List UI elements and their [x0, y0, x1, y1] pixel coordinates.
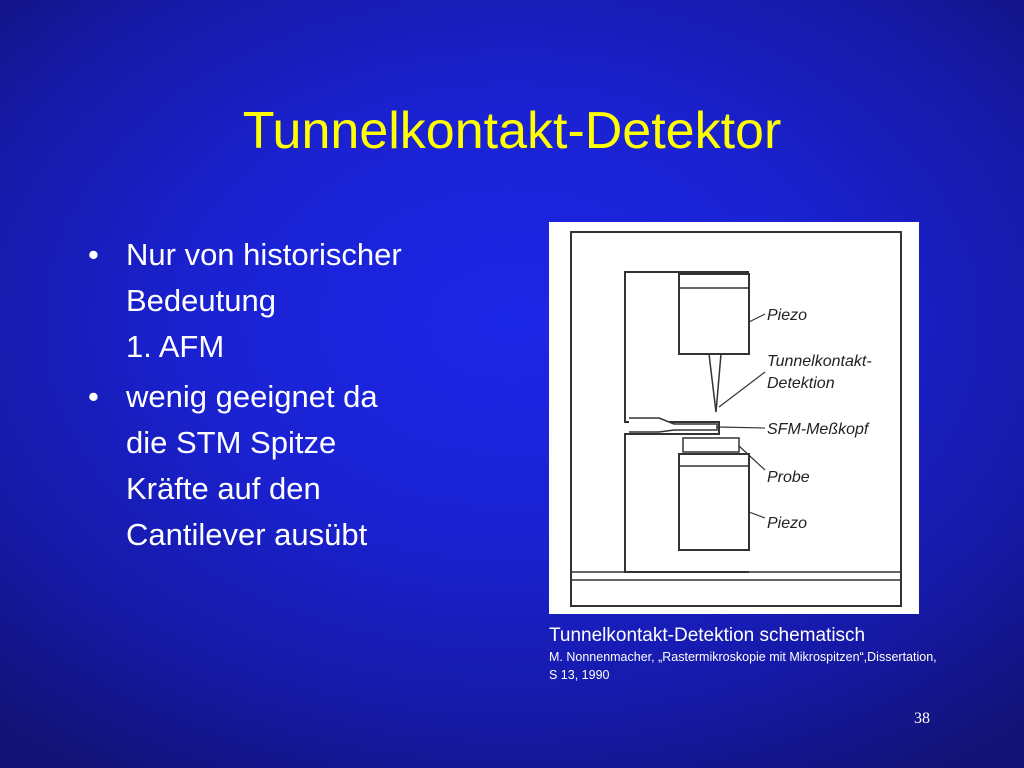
bullet-text: wenig geeignet da	[126, 379, 378, 414]
afm-schematic-figure	[549, 222, 919, 614]
label-sfm: SFM-Meßkopf	[767, 421, 869, 438]
label-piezo-bottom: Piezo	[767, 515, 808, 532]
caption-reference: S 13, 1990	[549, 668, 610, 682]
bullet-list	[86, 232, 506, 562]
page-number: 38	[914, 710, 930, 727]
leader-line-piezo-bottom	[749, 512, 765, 518]
label-tunnel-line2: Detektion	[767, 375, 835, 392]
cantilever	[629, 418, 717, 432]
bullet-item	[86, 374, 506, 558]
bullet-icon: •	[88, 237, 99, 272]
caption-main: Tunnelkontakt-Detektion schematisch	[549, 625, 866, 646]
label-probe: Probe	[767, 469, 810, 486]
figure-caption	[549, 624, 1009, 684]
bullet-text: Nur von historischer	[126, 237, 402, 272]
leader-line-piezo-top	[749, 314, 765, 322]
stm-tip	[709, 354, 721, 412]
label-piezo-top: Piezo	[767, 307, 808, 324]
caption-reference: M. Nonnenmacher, „Rastermikroskopie mit Mikrospitzen“,Dissertation,	[549, 650, 937, 664]
bullet-icon: •	[88, 379, 99, 414]
bullet-text: die STM Spitze	[126, 425, 337, 460]
leader-line-tunnel	[719, 372, 765, 407]
slide-title: Tunnelkontakt-Detektor	[242, 102, 782, 160]
bullet-text: Bedeutung	[126, 283, 276, 318]
bullet-text: 1. AFM	[126, 329, 225, 364]
bullet-text: Cantilever ausübt	[126, 517, 368, 552]
sample-holder	[683, 438, 739, 452]
bullet-text: Kräfte auf den	[126, 471, 321, 506]
top-piezo-block	[679, 274, 749, 354]
label-tunnel-line1: Tunnelkontakt-	[767, 353, 872, 370]
bullet-item	[86, 232, 506, 370]
afm-schematic-diagram	[549, 222, 919, 614]
leader-line-sfm	[717, 427, 765, 428]
bottom-piezo-block	[679, 454, 749, 550]
